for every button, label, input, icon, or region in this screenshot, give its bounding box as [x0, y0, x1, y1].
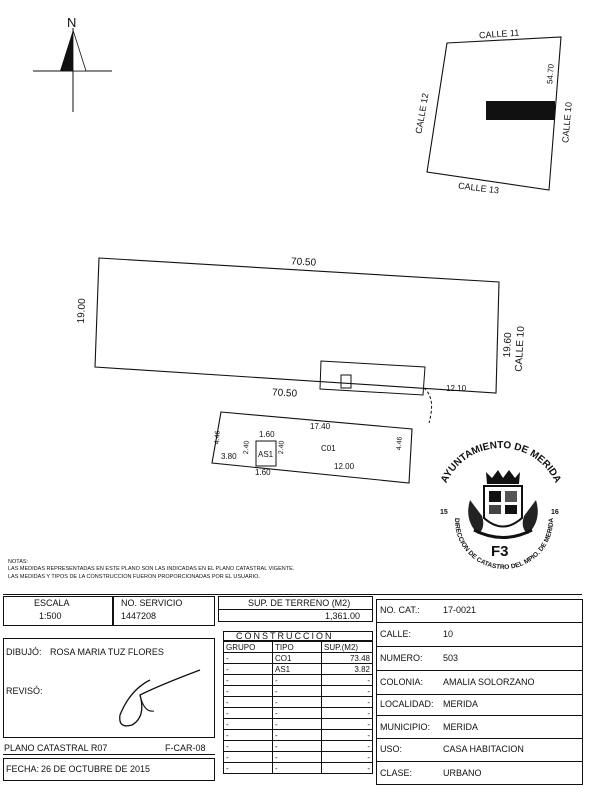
- construction-table: [223, 641, 373, 774]
- surface-value: 1,361.00: [325, 611, 361, 621]
- title-block-top-line: [3, 594, 582, 595]
- building-width-left: 4.46: [213, 430, 222, 445]
- cadastre-value-4: MERIDA: [443, 699, 479, 709]
- reviewed-label: REVISÓ:: [6, 686, 43, 696]
- plan-type-label: PLANO CATASTRAL R07: [4, 743, 108, 753]
- cadastre-label-6: USO:: [380, 744, 403, 754]
- construction-header-surface: SUP.(M2): [322, 642, 373, 653]
- cadastre-value-7: URBANO: [443, 768, 482, 778]
- lot-right-width: 19.60: [501, 332, 515, 358]
- service-value: 1447208: [121, 611, 157, 621]
- table-cell: -: [224, 686, 273, 697]
- street-east-label: CALLE 10: [560, 101, 574, 144]
- table-cell: -: [224, 653, 273, 664]
- table-cell: -: [322, 686, 373, 697]
- seal-code: F3: [491, 543, 509, 560]
- table-cell: -: [224, 752, 273, 763]
- table-row: [224, 675, 373, 686]
- lot-location-marker: [486, 101, 555, 120]
- table-row: [224, 763, 373, 774]
- cadastre-label-3: COLONIA:: [380, 677, 424, 687]
- table-cell: -: [322, 730, 373, 741]
- service-label: NO. SERVICIO: [121, 598, 183, 608]
- table-cell: -: [273, 686, 322, 697]
- table-row: [224, 697, 373, 708]
- seal-top-text: AYUNTAMIENTO DE MERIDA: [439, 439, 563, 485]
- cadastre-label-0: NO. CAT.:: [380, 605, 420, 615]
- as1-side-dim-right: 2.40: [277, 440, 286, 455]
- notes-line-2: LAS MEDIDAS Y TIPOS DE LA CONSTRUCCION FUERON PROPORCIONADAS POR EL USUARIO.: [8, 573, 260, 580]
- lot-structure: [320, 361, 425, 395]
- seal-left-number: 15: [440, 509, 448, 516]
- table-row: [224, 719, 373, 730]
- table-cell: -: [322, 675, 373, 686]
- building-width-right: 4.46: [395, 436, 404, 451]
- table-cell: -: [224, 741, 273, 752]
- table-cell: -: [224, 730, 273, 741]
- table-cell: -: [322, 763, 373, 774]
- cadastre-value-6: CASA HABITACION: [443, 744, 524, 754]
- cadastre-value-0: 17-0021: [443, 605, 477, 615]
- signature-mark: [110, 665, 210, 735]
- table-cell: -: [224, 697, 273, 708]
- as1-side-dim: 2.40: [242, 440, 251, 455]
- table-cell: -: [322, 719, 373, 730]
- cadastre-label-1: CALLE:: [380, 629, 412, 639]
- north-label: N: [67, 15, 77, 30]
- notes-block: [8, 559, 294, 581]
- construction-title: CONSTRUCCION: [236, 631, 334, 641]
- street-north-label: CALLE 11: [478, 27, 520, 41]
- table-row: [224, 741, 373, 752]
- cadastre-value-3: AMALIA SOLORZANO: [443, 677, 535, 687]
- table-cell: 73.48: [322, 653, 373, 664]
- table-cell: -: [273, 697, 322, 708]
- lot-setback: 12.10: [446, 384, 467, 393]
- table-cell: -: [273, 708, 322, 719]
- as1-top-dim: 1.60: [259, 430, 275, 439]
- lot-outline: [95, 258, 499, 393]
- table-row: [224, 730, 373, 741]
- seal-right-number: 16: [551, 509, 559, 516]
- surface-label: SUP. DE TERRENO (M2): [248, 598, 351, 608]
- cadastre-label-2: NUMERO:: [380, 653, 423, 663]
- cadastre-bottom: [376, 599, 583, 785]
- table-cell: -: [273, 675, 322, 686]
- cadastre-label-7: CLASE:: [380, 768, 413, 778]
- table-cell: -: [322, 697, 373, 708]
- table-cell: -: [273, 752, 322, 763]
- scale-value: 1:500: [39, 611, 62, 621]
- cadastre-label-5: MUNICIPIO:: [380, 722, 431, 732]
- table-cell: -: [224, 763, 273, 774]
- date-value: 26 DE OCTUBRE DE 2015: [41, 764, 151, 774]
- notes-title: NOTAS:: [8, 559, 29, 565]
- east-dimension-label: 54.70: [545, 63, 556, 85]
- lot-left-width: 19.00: [75, 298, 89, 324]
- cadastre-label-4: LOCALIDAD:: [380, 699, 434, 709]
- table-row: [224, 664, 373, 675]
- cadastre-divider: [376, 670, 583, 671]
- table-cell: -: [322, 708, 373, 719]
- seal-bottom-text: DIRECCION DE CATASTRO DEL MPIO. DE MERIDA: [452, 517, 556, 572]
- surface-divider: [218, 609, 373, 610]
- drawn-by-value: ROSA MARIA TUZ FLORES: [50, 647, 164, 657]
- date-label: FECHA:: [6, 764, 40, 774]
- location-map: [427, 37, 561, 190]
- building-offset-left: 3.80: [221, 452, 237, 461]
- cadastre-value-2: 503: [443, 653, 459, 663]
- cadastre-value-5: MERIDA: [443, 722, 479, 732]
- table-cell: -: [224, 664, 273, 675]
- building-length-bottom: 12.00: [334, 462, 355, 471]
- lot-bottom-length: 70.50: [271, 387, 298, 400]
- table-row: [224, 653, 373, 664]
- table-row: [224, 752, 373, 763]
- table-cell: 3.82: [322, 664, 373, 675]
- cadastre-divider: [376, 646, 583, 647]
- c01-label: C01: [321, 444, 336, 453]
- scale-label: ESCALA: [34, 598, 70, 608]
- plan-type-code: F-CAR-08: [165, 743, 206, 753]
- notes-line-1: LAS MEDIDAS REPRESENTADAS EN ESTE PLANO SON LAS INDICADAS EN EL PLANO CATASTRAL VIGENTE.: [8, 566, 295, 573]
- as1-label: AS1: [258, 450, 274, 459]
- table-cell: -: [322, 741, 373, 752]
- cadastre-divider: [376, 622, 583, 623]
- street-south-label: CALLE 13: [457, 180, 500, 196]
- table-cell: CO1: [273, 653, 322, 664]
- street-west-label: CALLE 12: [413, 92, 431, 135]
- table-cell: -: [224, 675, 273, 686]
- dashed-link: [424, 388, 432, 423]
- as1-bottom-dim: 1.60: [255, 468, 271, 477]
- construction-header-group: GRUPO: [224, 642, 273, 653]
- drawn-by-label: DIBUJÓ:: [6, 647, 42, 657]
- table-cell: -: [273, 719, 322, 730]
- cadastre-divider: [376, 761, 583, 762]
- table-cell: -: [224, 719, 273, 730]
- lot-right-street: CALLE 10: [513, 325, 527, 373]
- table-row: [224, 708, 373, 719]
- north-arrow-icon: [33, 28, 112, 112]
- cadastre-value-1: 10: [443, 629, 454, 639]
- table-cell: -: [224, 708, 273, 719]
- table-cell: -: [273, 763, 322, 774]
- cadastre-divider: [376, 694, 583, 695]
- cadastre-divider: [376, 738, 583, 739]
- lot-top-length: 70.50: [290, 256, 317, 269]
- table-cell: -: [273, 741, 322, 752]
- table-cell: AS1: [273, 664, 322, 675]
- construction-header-type: TIPO: [273, 642, 322, 653]
- table-cell: -: [322, 752, 373, 763]
- building-length-top: 17.40: [310, 422, 331, 431]
- table-row: [224, 686, 373, 697]
- table-cell: -: [273, 730, 322, 741]
- cadastre-divider: [376, 715, 583, 716]
